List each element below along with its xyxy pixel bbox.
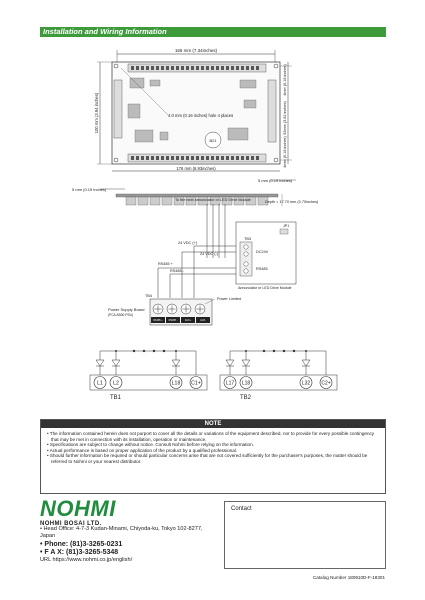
section-title: Installation and Wiring Information [43,27,167,36]
tb1-label-l2: L2 [113,380,119,387]
bottom-terminal-row [128,154,266,162]
mount-hole [114,64,118,68]
dim-bottom-left: 5 mm (0.19 inches) [72,187,107,192]
tb4-term-label: AUX+ [184,319,192,323]
mount-hole [274,158,278,162]
tb4-term-label: RS485 - [168,319,178,323]
right-connector [268,80,276,142]
dim-bottom: 176 mm (6.93inches) [176,166,216,171]
tb2-label-c2: C2+ [321,380,331,387]
tb2-label-l32: L32 [301,380,311,387]
company-address-block [40,526,210,564]
note-item: • Actual performance is based on proper application of the product by a qualified professional. [47,447,238,453]
module-label: Annunciator or LED Drive Module [238,286,292,290]
contact-box [224,501,386,569]
rs485-plus-label: RS485 + [158,262,173,266]
psb-model: (PCA-N500-PSU) [108,313,133,317]
fax-number: • F A X: (81)3-3265-5348 [40,549,119,556]
contact-label: Contact [231,506,252,512]
tb1-label-l18: L18 [171,380,181,387]
rs485-minus-label: RS485 - [170,269,184,273]
company-url[interactable]: URL https://www.nohmi.co.jp/english/ [40,557,133,563]
dim-right-bot: 4mm (0.16 inches) [283,136,287,168]
jumper [280,229,288,234]
phone-number: • Phone: (81)3-3265-0231 [40,541,123,548]
tb1-label-l1: L1 [97,380,103,387]
tb1-label-c1: C1+ [191,380,201,387]
dim-bottom-right: 5 mm (0.19 inches) [258,178,293,183]
psb-label: Power Supply Board [108,307,145,312]
company-name: NOHMI BOSAI LTD. [40,521,102,527]
note-box [40,419,386,494]
jp-label: JP1 [283,224,290,228]
mount-hole [114,158,118,162]
led-circuit-tb2 [226,351,326,376]
rs485-label: RS485 [256,267,268,271]
note-item: • The information contained herein does not purport to cover all the details or variations of the equipment described, nor to provide for every possible contingency that may be met in connection with its installation, operation or maintenance. [47,431,375,442]
vdc-minus-label: 24 VDC (-) [200,252,219,256]
led-circuit-tb1 [96,351,196,376]
dim-right-top: 4mm (0.16 inches) [283,64,287,96]
note-item: • Should further information be required or should particular concerns arise that are not covered sufficiently for the purchaser's purposes, the matter should be referred to Nohmi or your nearest distributor. [47,453,368,464]
note-list [47,431,381,465]
tb1-name: TB1 [110,395,122,401]
logo-wordmark: NOHMI [40,496,116,521]
note-title: NOTE [41,420,385,428]
top-terminal-row [128,64,266,72]
tb4-term-label: RS485 + [153,319,163,323]
note-item: • Specifications are subject to change without notice. Consult Nohmi before relying on the information. [47,442,254,448]
tb2-terminals [220,375,337,390]
tb1-terminals [90,375,207,390]
tb3-terminal-block [240,242,252,276]
dim-left: 100 mm (3.94 inches) [94,92,99,134]
tb4-term-label: AUX- [200,319,206,323]
dc24v-label: DC24V [256,250,269,254]
power-limited-label: Power Limited [217,297,242,301]
dim-hole: 4.0 mm (0.16 inches) hole 4 places [168,113,234,118]
mount-hole [274,64,278,68]
tb4-label: TB4 [145,294,152,298]
tb3-label: TB3 [244,237,251,241]
wiring-lines [158,204,242,298]
tb2-label-l17: L17 [225,380,235,387]
dim-top: 165 mm (7.34inches) [174,48,218,53]
dim-right-mid: 92mm (3.62 inches) [283,101,287,135]
board-label: B21 [209,138,217,143]
left-connector [114,80,122,138]
vdc-plus-label: 24 VDC (+) [178,241,198,245]
tb2-name: TB2 [240,395,252,401]
company-logo [40,498,116,527]
catalog-number: Catalog Number 180910D-F-18301 [312,575,385,580]
depth-label: Depth = 17.70 mm (0.70inches) [265,200,319,204]
tb2-label-l18: L18 [241,380,251,387]
head-office-address: • Head Office: 4-7-3 Kudan-Minami, Chiyoda-ku, Tokyo 102-8277, Japan [40,526,203,539]
to-next-label: To the next annunciator or LED Drive Module [175,198,251,202]
